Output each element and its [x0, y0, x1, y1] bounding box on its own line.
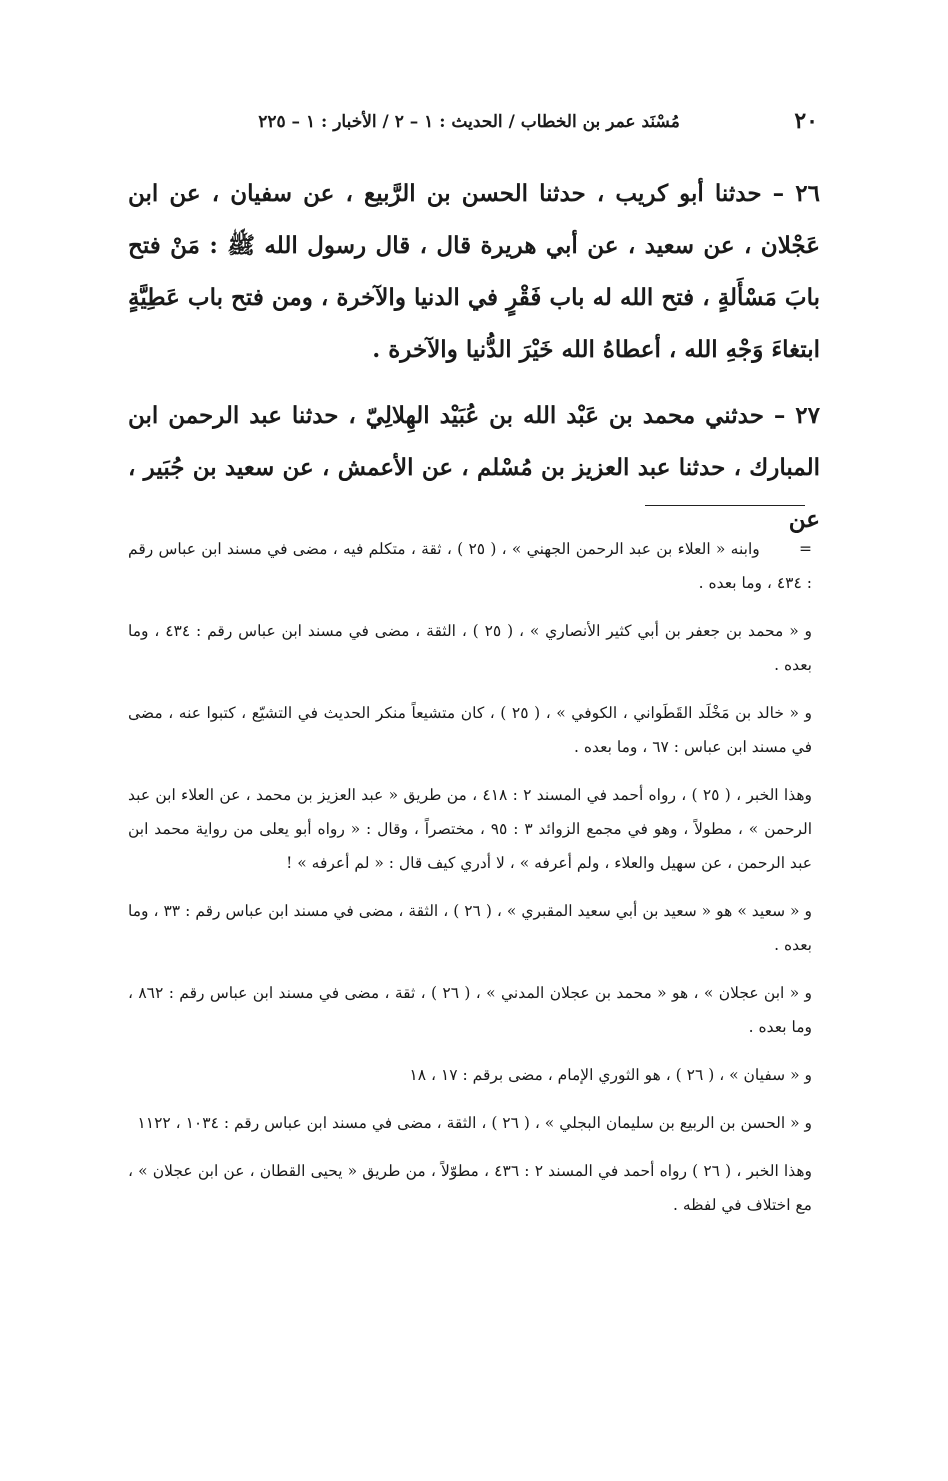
footnote	[128, 1106, 812, 1140]
hadith-number: ٢٧ –	[773, 402, 821, 429]
footnote	[128, 696, 812, 764]
main-text	[128, 168, 820, 560]
footnote-text: وابنه « العلاء بن عبد الرحمن الجهني » ، ( ٢٥ ) ، ثقة ، متكلم فيه ، مضى في مسند ابن عباس رقم : ٤٣٤ ، وما بعده .	[128, 540, 812, 592]
page-number: ٢٠	[794, 108, 818, 134]
footnote-text: و « الحسن بن الربيع بن سليمان البجلي » ، ( ٢٦ ) ، الثقة ، مضى في مسند ابن عباس رقم : ١٠٣٤ ، ١١٢٢	[137, 1114, 812, 1132]
running-title: مُسْنَد عمر بن الخطاب / الحديث : ١ – ٢ / الأخبار : ١ – ٢٢٥	[258, 112, 680, 132]
hadith-27	[128, 390, 820, 546]
footnote	[128, 532, 812, 600]
footnote	[128, 1058, 812, 1092]
footnote-text: و « ابن عجلان » ، هو « محمد بن عجلان المدني » ، ( ٢٦ ) ، ثقة ، مضى في مسند ابن عباس رقم : ٨٦٢ ، وما بعده .	[128, 984, 813, 1036]
footnote-separator	[645, 505, 805, 506]
footnote-text: وهذا الخبر ، ( ٢٦ ) رواه أحمد في المسند ٢ : ٤٣٦ ، مطوّلاً ، من طريق « يحيى القطان ، عن ابن عجلان » ، مع اختلاف في لفظه .	[128, 1162, 813, 1214]
hadith-text: حدثني محمد بن عَبْد الله بن عُبَيْد الهِلالِيّ ، حدثنا عبد الرحمن ابن المبارك ، حدثنا عبد العزيز بن مُسْلم ، عن الأعمش ، عن سعيد بن جُبَير ، عن	[128, 402, 820, 533]
footnote-text: و « سعيد » هو « سعيد بن أبي سعيد المقبري » ، ( ٢٦ ) ، الثقة ، مضى في مسند ابن عباس رقم : ٣٣ ، وما بعده .	[128, 902, 813, 954]
footnote	[128, 976, 812, 1044]
footnote	[128, 778, 812, 880]
footnote	[128, 894, 812, 962]
running-head	[130, 108, 818, 142]
hadith-26	[128, 168, 820, 376]
footnote	[128, 1154, 812, 1222]
hadith-text: حدثنا أبو كريب ، حدثنا الحسن بن الرَّبيع ، عن سفيان ، عن ابن عَجْلان ، عن سعيد ، عن أبي هريرة قال ، قال رسول الله ﷺ : مَنْ فتح بابَ مَسْأَلةٍ ، فتح الله له باب فَقْرٍ في الدنيا والآخرة ، ومن فتح باب عَطِيَّةٍ ابتغاءَ وَجْهِ الله ، أعطاهُ الله خَيْرَ الدُّنيا والآخرة .	[128, 180, 820, 363]
footnote-text: و « خالد بن مَخْلَد القَطَواني ، الكوفي » ، ( ٢٥ ) ، كان متشيعاً منكر الحديث في التشيّع ، كتبوا عنه ، مضى في مسند ابن عباس : ٦٧ ، وما بعده .	[128, 704, 812, 756]
footnote-text: وهذا الخبر ، ( ٢٥ ) ، رواه أحمد في المسند ٢ : ٤١٨ ، من طريق « عبد العزيز بن محمد ، عن العلاء ابن عبد الرحمن » ، مطولاً ، وهو في مجمع الزوائد ٣ : ٩٥ ، مختصراً ، وقال : « رواه أبو يعلى من رواية محمد ابن عبد الرحمن ، عن سهيل والعلاء ، ولم أعرفه » ، لا أدري كيف قال : « لم أعرفه » !	[128, 786, 813, 872]
footnote-text: و « سفيان » ، ( ٢٦ ) ، هو الثوري الإمام ، مضى برقم : ١٧ ، ١٨	[409, 1066, 812, 1084]
hadith-number: ٢٦ –	[772, 180, 820, 207]
continuation-mark: =	[799, 540, 812, 558]
footnotes	[128, 532, 812, 1236]
footnote	[128, 614, 812, 682]
footnote-text: و « محمد بن جعفر بن أبي كثير الأنصاري » ، ( ٢٥ ) ، الثقة ، مضى في مسند ابن عباس رقم : ٤٣٤ ، وما بعده .	[128, 622, 812, 674]
